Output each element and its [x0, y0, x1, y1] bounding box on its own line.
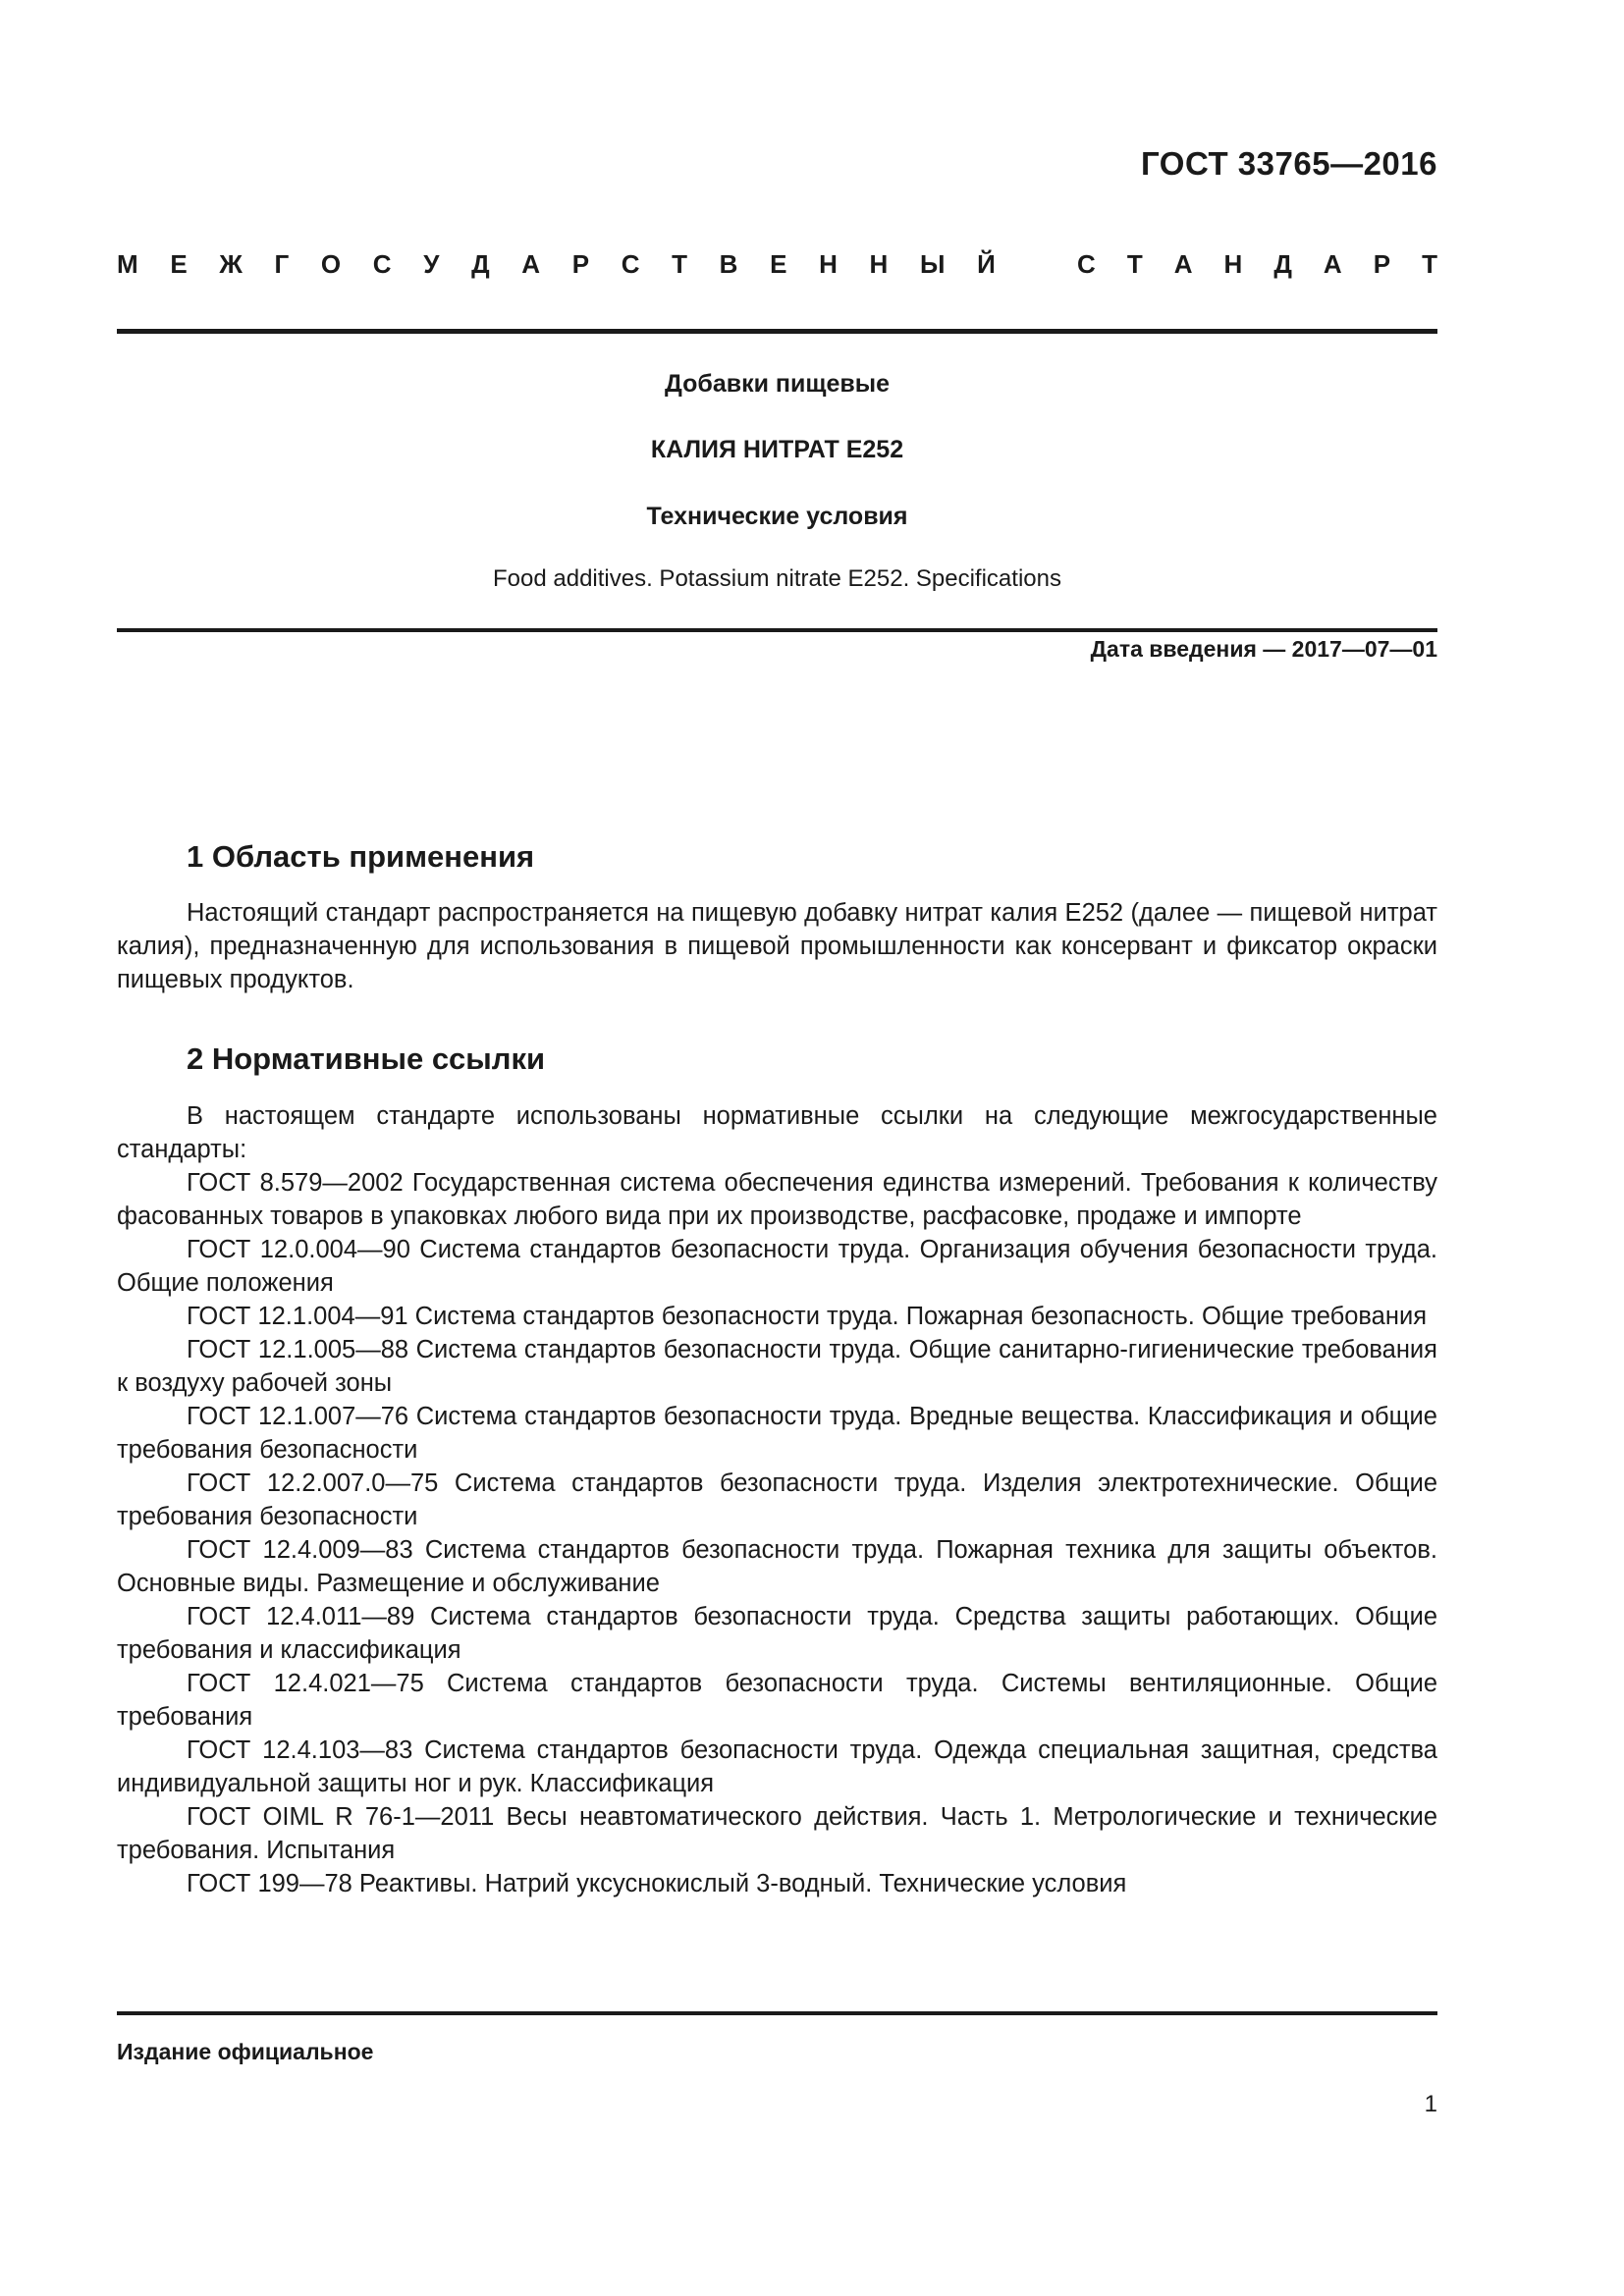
banner-letter: С [372, 249, 392, 279]
banner-letter: М [117, 249, 138, 279]
banner-letter: Ы [919, 249, 946, 279]
banner-letter: О [320, 249, 342, 279]
title-group: Добавки пищевые [664, 370, 891, 398]
banner-letter: Т [672, 249, 688, 279]
reference-item: ГОСТ 12.4.103—83 Система стандартов безопасности труда. Одежда специальная защитная, средства индивидуальной защиты ног и рук. Классификация [117, 1736, 1437, 1797]
title-english: Food additives. Potassium nitrate E252. Specifications [493, 565, 1061, 592]
header-rule [117, 329, 1437, 334]
banner-letter: В [719, 249, 738, 279]
banner-letter: Н [869, 249, 889, 279]
official-edition-note: Издание официальное [117, 2039, 374, 2064]
title-name: КАЛИЯ НИТРАТ E252 [650, 436, 904, 463]
footer-rule [117, 2011, 1437, 2015]
banner-letter: А [521, 249, 541, 279]
banner-letter: У [423, 249, 440, 279]
reference-item: ГОСТ 12.0.004—90 Система стандартов безопасности труда. Организация обучения безопасности труда. Общие положения [117, 1236, 1437, 1297]
reference-item: ГОСТ 12.2.007.0—75 Система стандартов безопасности труда. Изделия электротехнические. Общие требования безопасности [117, 1469, 1437, 1530]
banner-letter: Д [471, 249, 490, 279]
banner-letter: Р [1373, 249, 1391, 279]
standard-type-banner [117, 249, 1437, 280]
banner-letter: Е [770, 249, 787, 279]
reference-item: ГОСТ 8.579—2002 Государственная система обеспечения единства измерений. Требования к количеству фасованных товаров в упаковках любого вида при их производстве, расфасовке, продаже и импорте [117, 1169, 1437, 1230]
banner-word-interstate [117, 249, 996, 280]
section-1-text: Настоящий стандарт распространяется на пищевую добавку нитрат калия E252 (далее — пищевой нитрат калия), предназначенную для использования в пищевой промышленности как консервант и фиксатор окраски пищевых продуктов. [117, 899, 1437, 993]
reference-item: ГОСТ 12.1.005—88 Система стандартов безопасности труда. Общие санитарно-гигиенические требования к воздуху рабочей зоны [117, 1336, 1437, 1397]
reference-item: ГОСТ 12.4.009—83 Система стандартов безопасности труда. Пожарная техника для защиты объектов. Основные виды. Размещение и обслуживание [117, 1536, 1437, 1597]
reference-item: ГОСТ 12.1.007—76 Система стандартов безопасности труда. Вредные вещества. Классификация и общие требования безопасности [117, 1403, 1437, 1464]
section-1-heading: 1 Область применения [187, 839, 535, 874]
section-2-heading: 2 Нормативные ссылки [187, 1041, 546, 1076]
page-number: 1 [1424, 2091, 1437, 2117]
introduction-date: Дата введения — 2017—07—01 [1090, 636, 1437, 662]
banner-letter: А [1323, 249, 1342, 279]
title-subtitle: Технические условия [646, 503, 908, 530]
banner-letter: Н [819, 249, 838, 279]
reference-item: ГОСТ 199—78 Реактивы. Натрий уксуснокислый 3-водный. Технические условия [187, 1870, 1127, 1897]
banner-letter: Т [1422, 249, 1437, 279]
reference-item: ГОСТ 12.4.021—75 Система стандартов безопасности труда. Системы вентиляционные. Общие требования [117, 1670, 1437, 1731]
banner-letter: Н [1223, 249, 1243, 279]
banner-letter: Г [274, 249, 290, 279]
banner-letter: Е [170, 249, 188, 279]
title-rule [117, 628, 1437, 632]
banner-letter: С [1077, 249, 1096, 279]
banner-letter: С [621, 249, 640, 279]
banner-letter: Т [1126, 249, 1143, 279]
normative-references-list [117, 1099, 1437, 1900]
banner-letter: Й [977, 249, 996, 279]
reference-item: ГОСТ 12.1.004—91 Система стандартов безопасности труда. Пожарная безопасность. Общие требования [187, 1303, 1427, 1330]
banner-word-standard [1077, 249, 1437, 280]
banner-letter: Д [1273, 249, 1292, 279]
standard-designation: ГОСТ 33765—2016 [1141, 145, 1437, 182]
reference-item: ГОСТ 12.4.011—89 Система стандартов безопасности труда. Средства защиты работающих. Общие требования и классификация [117, 1603, 1437, 1664]
banner-letter: Ж [219, 249, 243, 279]
banner-letter: Р [571, 249, 590, 279]
references-intro: В настоящем стандарте использованы нормативные ссылки на следующие межгосударственные стандарты: [117, 1102, 1437, 1163]
banner-letter: А [1173, 249, 1193, 279]
reference-item: ГОСТ OIML R 76-1—2011 Весы неавтоматического действия. Часть 1. Метрологические и технические требования. Испытания [117, 1803, 1437, 1864]
